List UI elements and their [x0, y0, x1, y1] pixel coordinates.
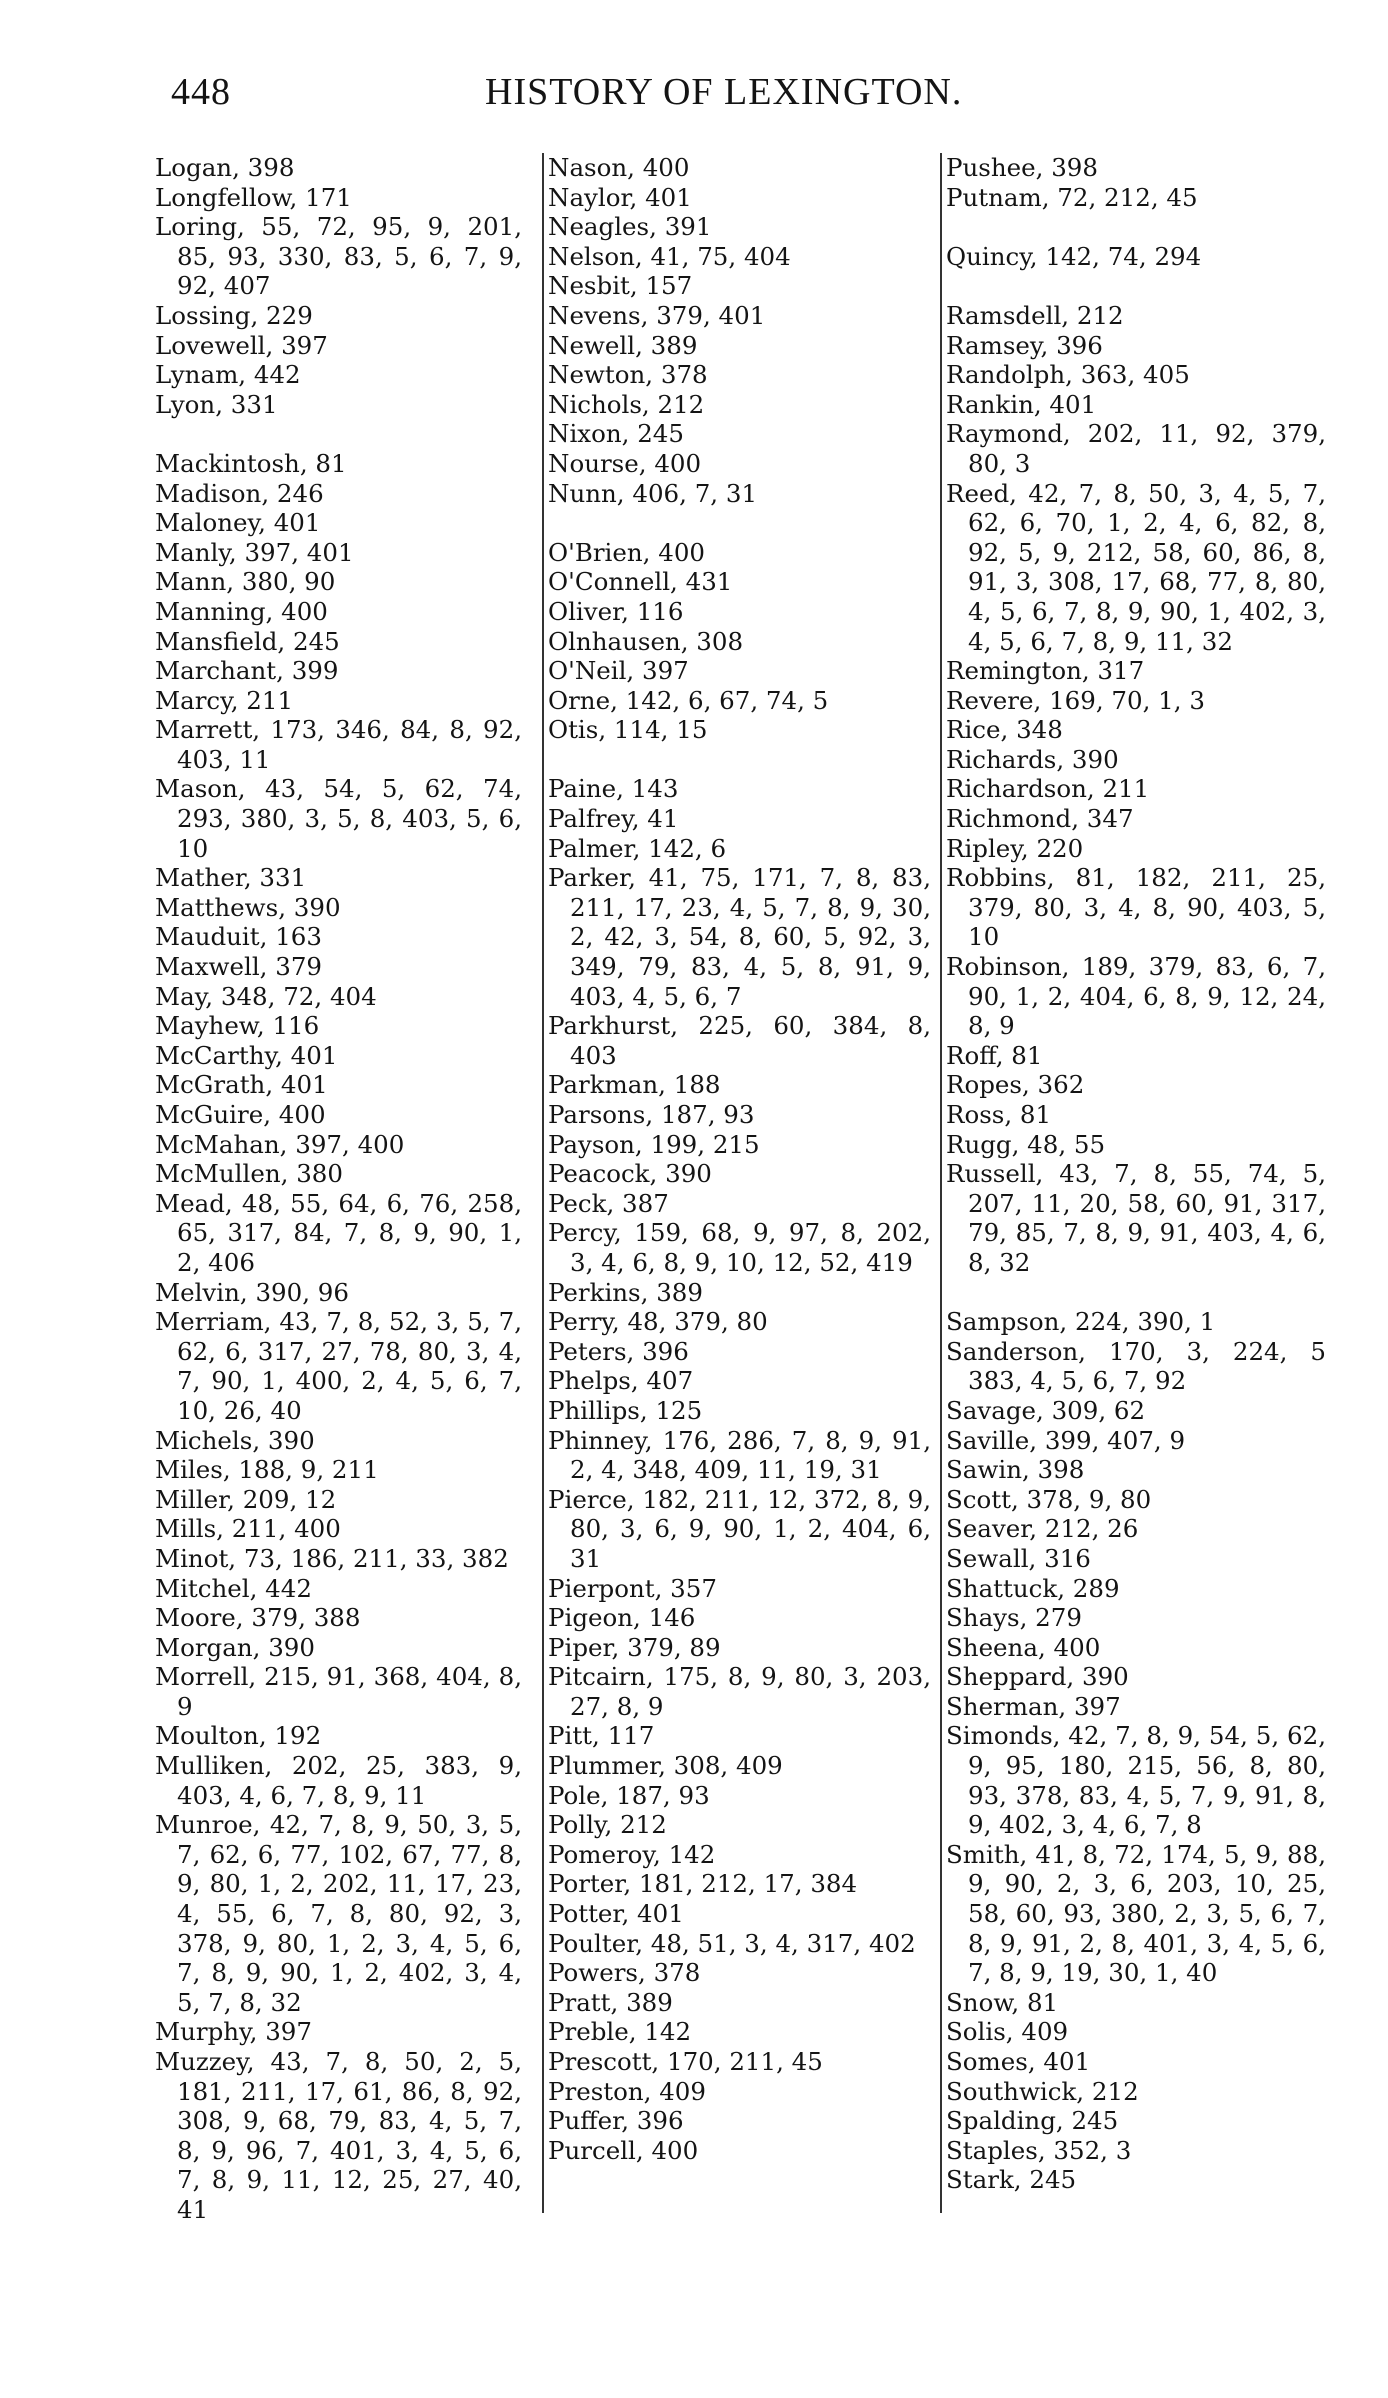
- index-entry: Neagles, 391: [548, 212, 712, 242]
- index-entry: Robbins, 81, 182, 211, 25, 379, 80, 3, 4, 8, 90, 403, 5, 10: [946, 863, 1326, 952]
- index-entry: Mackintosh, 81: [155, 448, 347, 478]
- index-entry: Ramsey, 396: [946, 330, 1103, 360]
- index-entry: Pitt, 117: [548, 1721, 655, 1751]
- index-entry: Shattuck, 289: [946, 1573, 1120, 1603]
- index-entry: Munroe, 42, 7, 8, 9, 50, 3, 5, 7, 62, 6, 77, 102, 67, 77, 8, 9, 80, 1, 2, 202, 11, 17, 23, 4, 55, 6, 7, 8, 80, 92, 3, 378, 9, 80, 1, 2, 3, 4, 5, 6, 7, 8, 9, 90, 1, 2, 402, 3, 4, 5, 7, 8, 32: [155, 1810, 522, 2017]
- index-entry: Raymond, 202, 11, 92, 379, 80, 3: [946, 419, 1326, 478]
- index-entry: Sawin, 398: [946, 1455, 1085, 1485]
- index-entry: Nichols, 212: [548, 389, 705, 419]
- index-entry: Olnhausen, 308: [548, 626, 744, 656]
- index-entry: McMahan, 397, 400: [155, 1129, 405, 1159]
- index-entry: Marrett, 173, 346, 84, 8, 92, 403, 11: [155, 715, 522, 774]
- index-entry: Pushee, 398: [946, 153, 1098, 182]
- index-entry: Nesbit, 157: [548, 271, 693, 301]
- index-entry: Saville, 399, 407, 9: [946, 1425, 1186, 1455]
- index-column-2: [542, 153, 931, 2213]
- index-entry: Naylor, 401: [548, 182, 692, 212]
- index-entry: Lynam, 442: [155, 360, 301, 390]
- index-entry: Rice, 348: [946, 715, 1063, 745]
- index-entry: Palmer, 142, 6: [548, 833, 727, 863]
- index-entry: Phelps, 407: [548, 1366, 694, 1396]
- index-entry: Matthews, 390: [155, 892, 341, 922]
- index-entry: Peacock, 390: [548, 1159, 712, 1189]
- index-entry: Solis, 409: [946, 2017, 1069, 2047]
- index-entry: Merriam, 43, 7, 8, 52, 3, 5, 7, 62, 6, 317, 27, 78, 80, 3, 4, 7, 90, 1, 400, 2, 4, 5, 6, 7, 10, 26, 40: [155, 1307, 522, 1425]
- index-entry: Richardson, 211: [946, 774, 1150, 804]
- index-entry: Nason, 400: [548, 153, 690, 182]
- index-entry: Lyon, 331: [155, 389, 278, 419]
- index-entry: Mitchel, 442: [155, 1573, 312, 1603]
- index-entry: Paine, 143: [548, 774, 679, 804]
- index-entry: O'Neil, 397: [548, 656, 689, 686]
- index-entry: Manly, 397, 401: [155, 537, 354, 567]
- index-entry: Pratt, 389: [548, 1987, 673, 2017]
- index-entry: Rankin, 401: [946, 389, 1097, 419]
- index-entry: Michels, 390: [155, 1425, 315, 1455]
- index-entry: Richards, 390: [946, 744, 1119, 774]
- index-entry: Preble, 142: [548, 2017, 692, 2047]
- index-entry: Mayhew, 116: [155, 1011, 320, 1041]
- index-entry: Scott, 378, 9, 80: [946, 1484, 1152, 1514]
- index-entry: Sampson, 224, 390, 1: [946, 1307, 1216, 1337]
- index-entry: Sheena, 400: [946, 1632, 1101, 1662]
- index-entry: Murphy, 397: [155, 2017, 312, 2047]
- index-entry: Pomeroy, 142: [548, 1839, 716, 1869]
- index-entry: Poulter, 48, 51, 3, 4, 317, 402: [548, 1928, 916, 1958]
- index-entry: Madison, 246: [155, 478, 324, 508]
- index-entry: Perkins, 389: [548, 1277, 703, 1307]
- index-entry: McGrath, 401: [155, 1070, 328, 1100]
- index-entry: Ramsdell, 212: [946, 300, 1124, 330]
- index-entry: Parkhurst, 225, 60, 384, 8, 403: [548, 1011, 931, 1070]
- index-entry: Marcy, 211: [155, 685, 294, 715]
- index-entry: Perry, 48, 379, 80: [548, 1307, 768, 1337]
- index-entry: Mason, 43, 54, 5, 62, 74, 293, 380, 3, 5, 8, 403, 5, 6, 10: [155, 774, 522, 863]
- index-entry: Sheppard, 390: [946, 1662, 1129, 1692]
- index-entry: Mills, 211, 400: [155, 1514, 341, 1544]
- index-entry: Manning, 400: [155, 596, 328, 626]
- index-entry: Nunn, 406, 7, 31: [548, 478, 758, 508]
- index-entry: Potter, 401: [548, 1899, 684, 1929]
- index-entry: Muzzey, 43, 7, 8, 50, 2, 5, 181, 211, 17, 61, 86, 8, 92, 308, 9, 68, 79, 83, 4, 5, 7, 8, 9, 96, 7, 401, 3, 4, 5, 6, 7, 8, 9, 11, 12, 25, 27, 40, 41: [155, 2047, 522, 2224]
- index-entry: Lovewell, 397: [155, 330, 328, 360]
- index-entry: Ripley, 220: [946, 833, 1084, 863]
- index-entry: Mead, 48, 55, 64, 6, 76, 258, 65, 317, 84, 7, 8, 9, 90, 1, 2, 406: [155, 1188, 522, 1277]
- index-entry: Savage, 309, 62: [946, 1395, 1146, 1425]
- index-entry: May, 348, 72, 404: [155, 981, 377, 1011]
- index-column-3: [940, 153, 1326, 2213]
- index-entry: Longfellow, 171: [155, 182, 352, 212]
- index-entry: Maxwell, 379: [155, 952, 322, 982]
- index-entry: Parkman, 188: [548, 1070, 721, 1100]
- index-entry: Polly, 212: [548, 1810, 667, 1840]
- index-entry: Mansfield, 245: [155, 626, 340, 656]
- index-entry: Newell, 389: [548, 330, 698, 360]
- index-entry: Phillips, 125: [548, 1395, 703, 1425]
- index-entry: Richmond, 347: [946, 804, 1134, 834]
- index-entry: Prescott, 170, 211, 45: [548, 2047, 823, 2076]
- index-entry: Purcell, 400: [548, 2135, 699, 2165]
- section-gap: [946, 212, 1326, 242]
- index-entry: Pierpont, 357: [548, 1573, 717, 1603]
- section-gap: [946, 271, 1326, 301]
- index-entry: Lossing, 229: [155, 300, 313, 330]
- index-entry: Maloney, 401: [155, 508, 321, 538]
- index-entry: Miller, 209, 12: [155, 1484, 337, 1514]
- index-entry: Plummer, 308, 409: [548, 1751, 783, 1781]
- index-entry: Southwick, 212: [946, 2076, 1139, 2106]
- index-entry: Snow, 81: [946, 1987, 1059, 2017]
- index-entry: O'Brien, 400: [548, 537, 705, 567]
- index-entry: Melvin, 390, 96: [155, 1277, 349, 1307]
- index-entry: Otis, 114, 15: [548, 715, 708, 745]
- page-number: 448: [171, 71, 231, 113]
- index-entry: Mann, 380, 90: [155, 567, 336, 597]
- index-entry: Mauduit, 163: [155, 922, 322, 952]
- index-entry: Remington, 317: [946, 656, 1145, 686]
- index-entry: Putnam, 72, 212, 45: [946, 182, 1198, 212]
- index-entry: Staples, 352, 3: [946, 2135, 1132, 2165]
- index-entry: Sewall, 316: [946, 1543, 1091, 1573]
- index-entry: Porter, 181, 212, 17, 384: [548, 1869, 858, 1899]
- index-entry: Smith, 41, 8, 72, 174, 5, 9, 88, 9, 90, 2, 3, 6, 203, 10, 25, 58, 60, 93, 380, 2, 3, 5, 6, 7, 8, 9, 91, 2, 8, 401, 3, 4, 5, 6, 7, 8, 9, 19, 30, 1, 40: [946, 1839, 1326, 1988]
- index-entry: Somes, 401: [946, 2047, 1091, 2076]
- index-entry: Seaver, 212, 26: [946, 1514, 1139, 1544]
- index-entry: Moore, 379, 388: [155, 1603, 361, 1633]
- index-entry: Sanderson, 170, 3, 224, 5 383, 4, 5, 6, 7, 92: [946, 1336, 1326, 1396]
- index-entry: Preston, 409: [548, 2076, 706, 2106]
- index-entry: Payson, 199, 215: [548, 1129, 760, 1159]
- running-title: HISTORY OF LEXINGTON.: [485, 71, 963, 113]
- index-entry: Miles, 188, 9, 211: [155, 1455, 379, 1485]
- index-entry: Nixon, 245: [548, 419, 684, 449]
- index-entry: Morrell, 215, 91, 368, 404, 8, 9: [155, 1662, 522, 1721]
- section-gap: [946, 1278, 1326, 1308]
- index-entry: Nevens, 379, 401: [548, 300, 766, 330]
- index-entry: O'Connell, 431: [548, 567, 733, 597]
- index-entry: Phinney, 176, 286, 7, 8, 9, 91, 2, 4, 348, 409, 11, 19, 31: [548, 1425, 931, 1485]
- index-entry: Newton, 378: [548, 360, 708, 390]
- section-gap: [548, 508, 931, 538]
- index-entry: Shays, 279: [946, 1603, 1082, 1633]
- index-entry: Quincy, 142, 74, 294: [946, 241, 1202, 271]
- index-entry: Pigeon, 146: [548, 1603, 696, 1633]
- index-entry: Orne, 142, 6, 67, 74, 5: [548, 685, 829, 715]
- index-entry: Revere, 169, 70, 1, 3: [946, 685, 1205, 715]
- index-entry: Stark, 245: [946, 2165, 1077, 2195]
- index-entry: Moulton, 192: [155, 1721, 322, 1751]
- index-column-1: [155, 153, 522, 2225]
- index-entry: Pole, 187, 93: [548, 1780, 710, 1810]
- index-entry: McCarthy, 401: [155, 1040, 338, 1070]
- index-entry: McGuire, 400: [155, 1100, 326, 1129]
- index-entry: Mather, 331: [155, 863, 307, 893]
- index-entry: Puffer, 396: [548, 2106, 684, 2136]
- index-entry: Minot, 73, 186, 211, 33, 382: [155, 1543, 509, 1573]
- page-header: [165, 70, 1245, 120]
- index-entry: Sherman, 397: [946, 1691, 1121, 1721]
- index-entry: Powers, 378: [548, 1958, 701, 1988]
- index-entry: Piper, 379, 89: [548, 1632, 721, 1662]
- index-entry: McMullen, 380: [155, 1159, 343, 1189]
- index-entry: Nourse, 400: [548, 448, 702, 478]
- index-entry: Palfrey, 41: [548, 804, 679, 834]
- index-entry: Russell, 43, 7, 8, 55, 74, 5, 207, 11, 20, 58, 60, 91, 317, 79, 85, 7, 8, 9, 91, 403, 4, 6, 8, 32: [946, 1159, 1326, 1277]
- index-entry: Nelson, 41, 75, 404: [548, 241, 791, 271]
- index-entry: Reed, 42, 7, 8, 50, 3, 4, 5, 7, 62, 6, 70, 1, 2, 4, 6, 82, 8, 92, 5, 9, 212, 58, 60, 86, 8, 91, 3, 308, 17, 68, 77, 8, 80, 4, 5, 6, 7, 8, 9, 90, 1, 402, 3, 4, 5, 6, 7, 8, 9, 11, 32: [946, 478, 1326, 656]
- index-entry: Oliver, 116: [548, 596, 684, 626]
- index-entry: Pierce, 182, 211, 12, 372, 8, 9, 80, 3, 6, 9, 90, 1, 2, 404, 6, 31: [548, 1484, 931, 1573]
- index-entry: Peters, 396: [548, 1336, 689, 1366]
- index-entry: Pitcairn, 175, 8, 9, 80, 3, 203, 27, 8, 9: [548, 1662, 931, 1721]
- index-entry: Spalding, 245: [946, 2106, 1119, 2136]
- index-entry: Randolph, 363, 405: [946, 360, 1190, 390]
- index-entry: Logan, 398: [155, 153, 295, 182]
- index-entry: Loring, 55, 72, 95, 9, 201, 85, 93, 330, 83, 5, 6, 7, 9, 92, 407: [155, 212, 522, 301]
- index-entry: Peck, 387: [548, 1188, 669, 1218]
- index-entry: Simonds, 42, 7, 8, 9, 54, 5, 62, 9, 95, 180, 215, 56, 8, 80, 93, 378, 83, 4, 5, 7, 9, 91, 8, 9, 402, 3, 4, 6, 7, 8: [946, 1721, 1326, 1840]
- index-entry: Morgan, 390: [155, 1632, 315, 1662]
- index-entry: Marchant, 399: [155, 656, 339, 686]
- index-entry: Parker, 41, 75, 171, 7, 8, 83, 211, 17, 23, 4, 5, 7, 8, 9, 30, 2, 42, 3, 54, 8, 60, 5, 92, 3, 349, 79, 83, 4, 5, 8, 91, 9, 403, 4, 5, 6, 7: [548, 863, 931, 1011]
- section-gap: [548, 745, 931, 775]
- index-entry: Robinson, 189, 379, 83, 6, 7, 90, 1, 2, 404, 6, 8, 9, 12, 24, 8, 9: [946, 952, 1326, 1041]
- index-entry: Ross, 81: [946, 1100, 1052, 1129]
- index-entry: Percy, 159, 68, 9, 97, 8, 202, 3, 4, 6, 8, 9, 10, 12, 52, 419: [548, 1218, 931, 1277]
- index-entry: Rugg, 48, 55: [946, 1129, 1106, 1159]
- index-entry: Parsons, 187, 93: [548, 1100, 755, 1129]
- section-gap: [155, 419, 522, 449]
- index-entry: Ropes, 362: [946, 1070, 1085, 1100]
- index-entry: Mulliken, 202, 25, 383, 9, 403, 4, 6, 7, 8, 9, 11: [155, 1751, 522, 1810]
- index-entry: Roff, 81: [946, 1040, 1043, 1070]
